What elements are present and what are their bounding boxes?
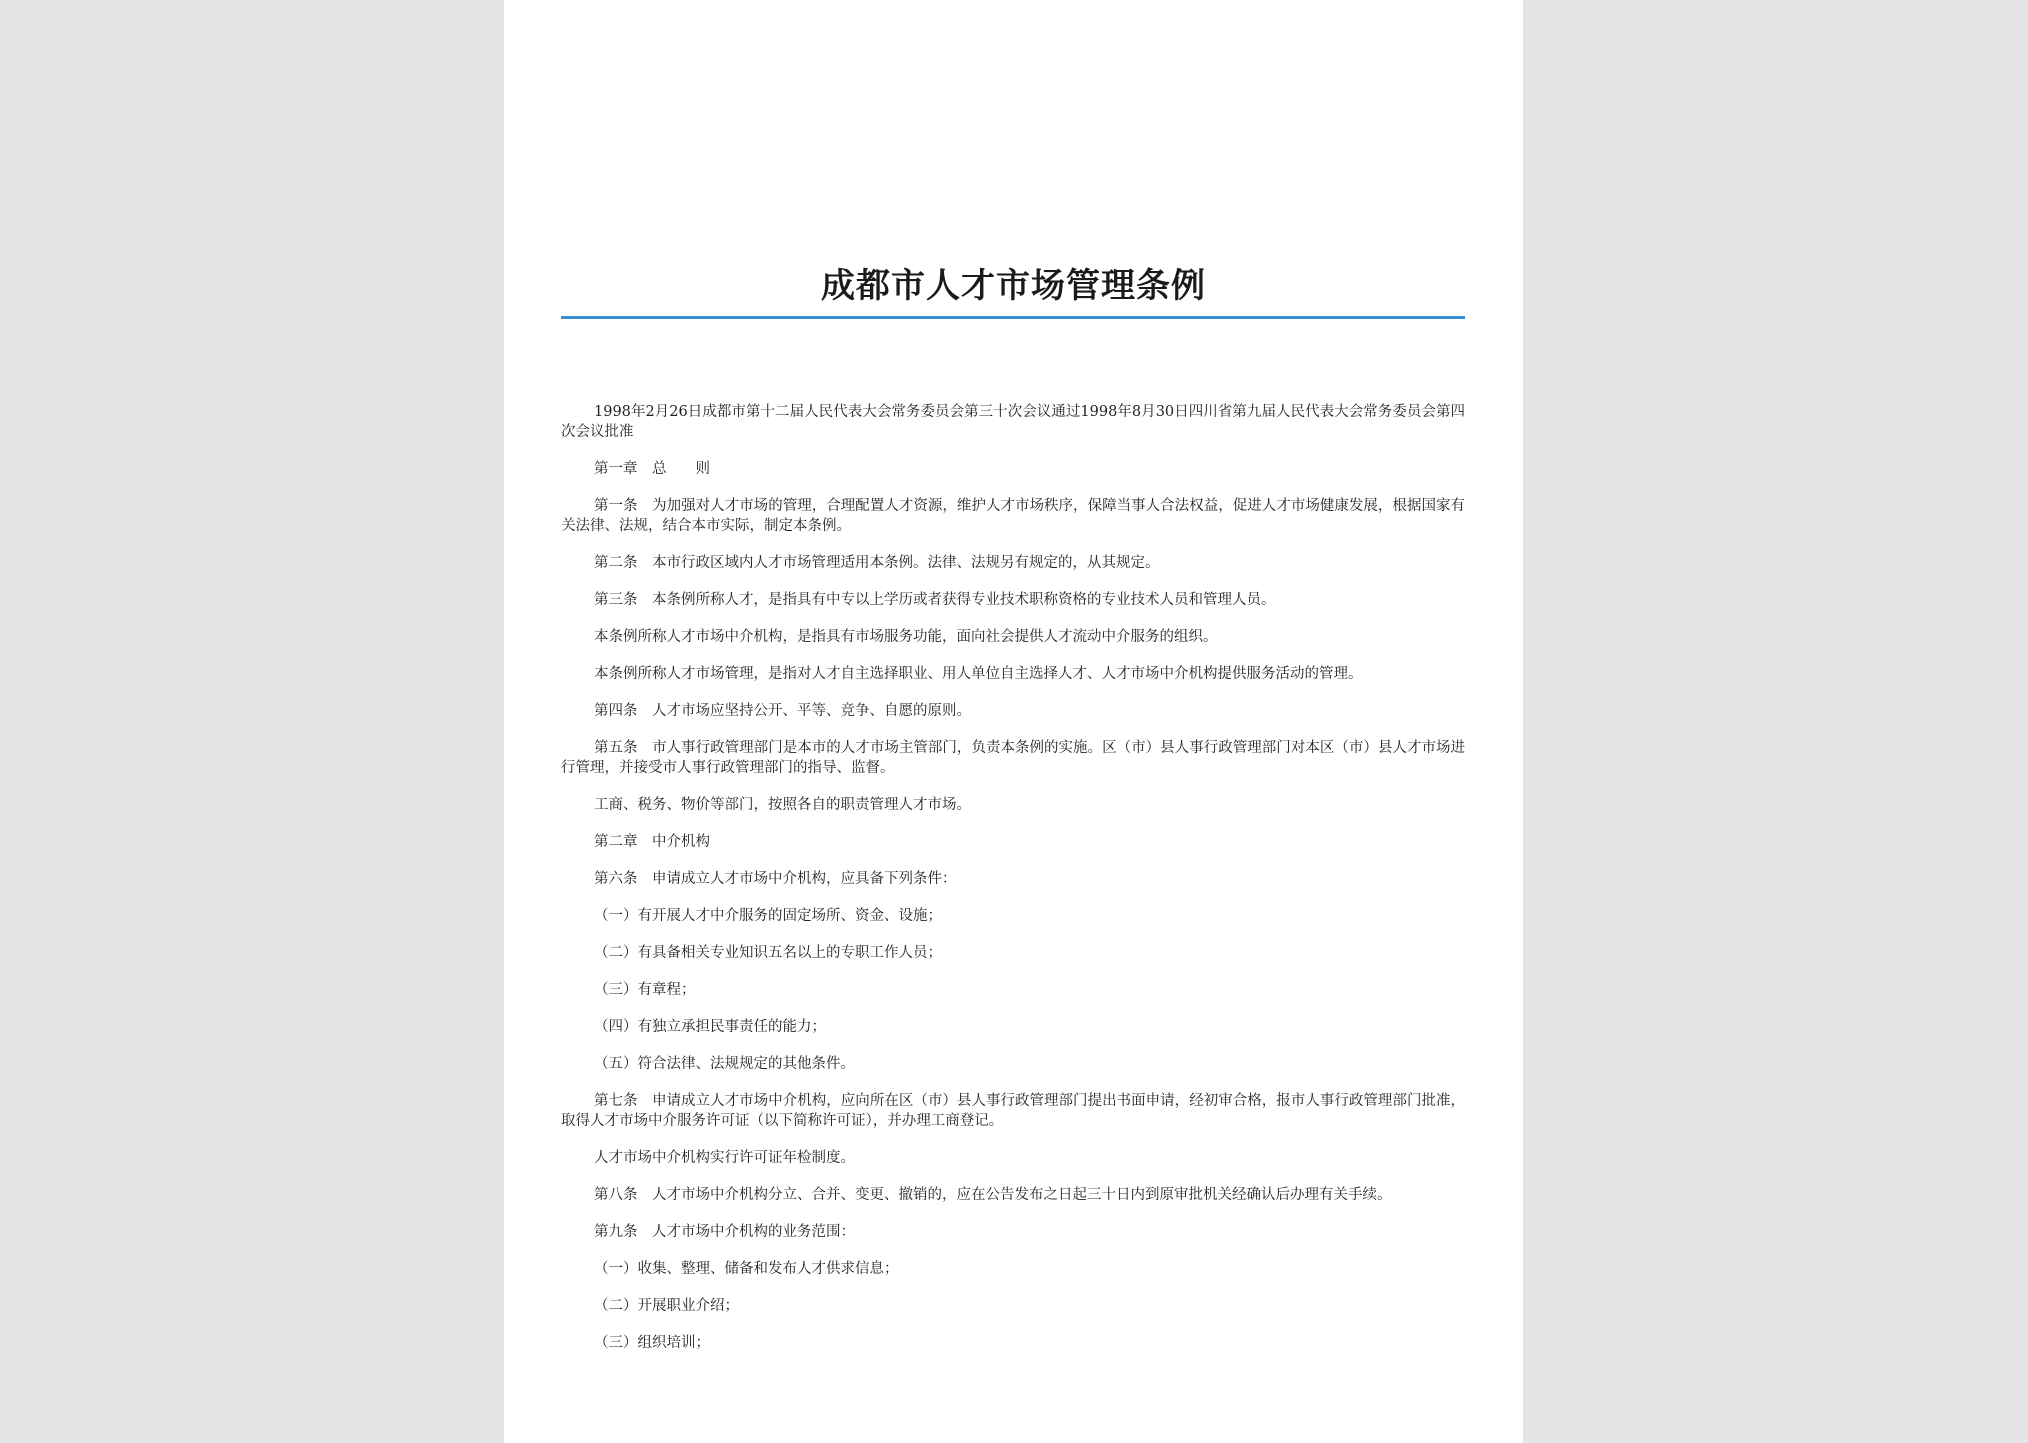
article-paragraph: 工商、税务、物价等部门，按照各自的职责管理人才市场。 <box>594 797 971 813</box>
article-paragraph: 第七条 申请成立人才市场中介机构，应向所在区（市）县人事行政管理部门提出书面申请，经初审合格，报市人事行政管理部门批准，取得人才市场中介服务许可证（以下简称许可证），并办理工商登记。 <box>561 1093 1465 1129</box>
article-paragraph: 本条例所称人才市场管理，是指对人才自主选择职业、用人单位自主选择人才、人才市场中介机构提供服务活动的管理。 <box>594 666 1363 682</box>
article-paragraph: 第二条 本市行政区域内人才市场管理适用本条例。法律、法规另有规定的，从其规定。 <box>594 555 1160 571</box>
article-paragraph: 第九条 人才市场中介机构的业务范围： <box>594 1224 855 1240</box>
chapter-heading: 第二章 中介机构 <box>594 834 710 850</box>
title-underline <box>561 316 1465 319</box>
article-paragraph: 第三条 本条例所称人才，是指具有中专以上学历或者获得专业技术职称资格的专业技术人员和管理人员。 <box>594 592 1276 608</box>
article-paragraph: 人才市场中介机构实行许可证年检制度。 <box>594 1150 855 1166</box>
list-item: （二）有具备相关专业知识五名以上的专职工作人员； <box>594 945 942 961</box>
article-paragraph: 第八条 人才市场中介机构分立、合并、变更、撤销的，应在公告发布之日起三十日内到原审批机关经确认后办理有关手续。 <box>594 1187 1392 1203</box>
preamble: 1998年2月26日成都市第十二届人民代表大会常务委员会第三十次会议通过1998年8月30日四川省第九届人民代表大会常务委员会第四次会议批准 <box>561 404 1465 440</box>
list-item: （三）组织培训； <box>594 1335 710 1351</box>
chapter-heading: 第一章 总 则 <box>594 461 710 477</box>
list-item: （五）符合法律、法规规定的其他条件。 <box>594 1056 855 1072</box>
article-paragraph: 本条例所称人才市场中介机构，是指具有市场服务功能，面向社会提供人才流动中介服务的组织。 <box>594 629 1218 645</box>
article-paragraph: 第六条 申请成立人才市场中介机构，应具备下列条件： <box>594 871 957 887</box>
document-body <box>561 402 1465 1370</box>
article-paragraph: 第一条 为加强对人才市场的管理，合理配置人才资源，维护人才市场秩序，保障当事人合法权益，促进人才市场健康发展，根据国家有关法律、法规，结合本市实际，制定本条例。 <box>561 498 1465 534</box>
list-item: （三）有章程； <box>594 982 696 998</box>
list-item: （四）有独立承担民事责任的能力； <box>594 1019 826 1035</box>
list-item: （二）开展职业介绍； <box>594 1298 739 1314</box>
list-item: （一）收集、整理、储备和发布人才供求信息； <box>594 1261 899 1277</box>
article-paragraph: 第四条 人才市场应坚持公开、平等、竞争、自愿的原则。 <box>594 703 971 719</box>
list-item: （一）有开展人才中介服务的固定场所、资金、设施； <box>594 908 942 924</box>
document-title: 成都市人才市场管理条例 <box>821 266 1206 306</box>
document-page <box>504 0 1523 1443</box>
article-paragraph: 第五条 市人事行政管理部门是本市的人才市场主管部门，负责本条例的实施。区（市）县人事行政管理部门对本区（市）县人才市场进行管理，并接受市人事行政管理部门的指导、监督。 <box>561 740 1465 776</box>
